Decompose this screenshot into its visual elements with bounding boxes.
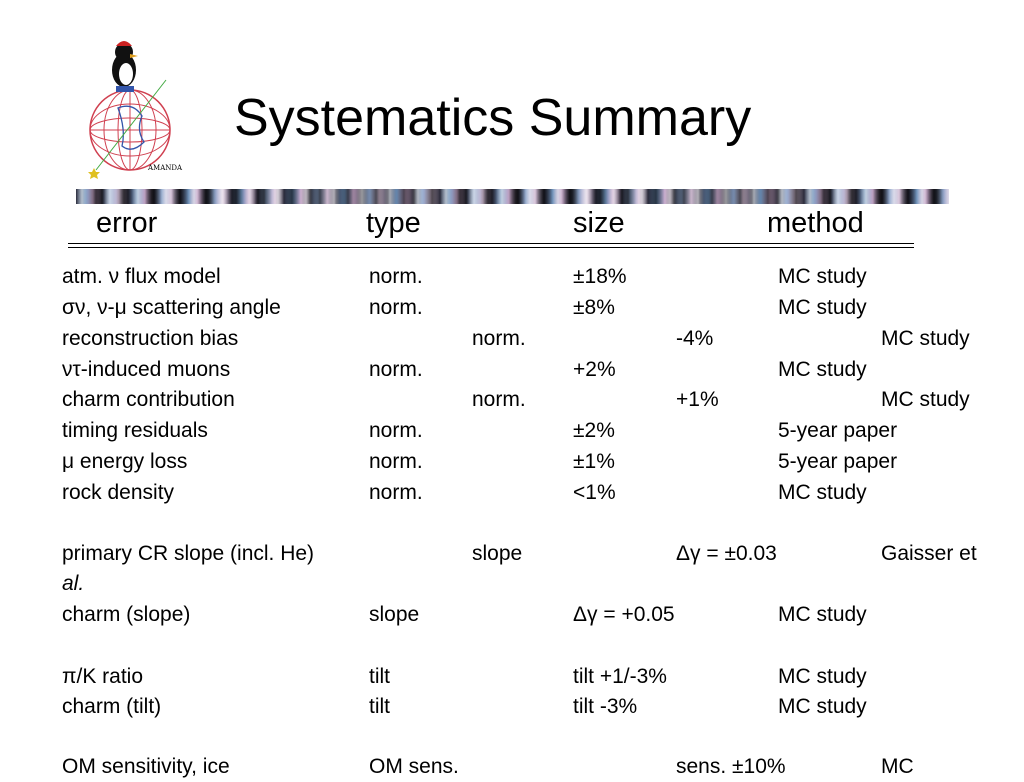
- penguin-icon: [112, 41, 138, 92]
- table-row: [0, 293, 1024, 323]
- cell-type: norm.: [369, 419, 423, 442]
- cell-error: rock density: [62, 481, 175, 504]
- table-row: [0, 662, 1024, 692]
- header-rule-top: [68, 243, 914, 244]
- cell-method: 5-year paper: [778, 419, 898, 442]
- cell-method: MC study: [778, 665, 867, 688]
- amanda-logo: [78, 30, 190, 180]
- cell-method: MC study: [778, 695, 867, 718]
- cell-type: slope: [369, 603, 420, 626]
- cell-size: +2%: [573, 358, 616, 381]
- column-header-method: method: [767, 207, 864, 239]
- cell-size: ±18%: [573, 265, 627, 288]
- cell-type: norm.: [369, 296, 423, 319]
- table-row: [0, 539, 1024, 569]
- column-header-size: size: [573, 207, 625, 239]
- cell-type: norm.: [369, 450, 423, 473]
- table-row: [0, 752, 1024, 782]
- table-row: [0, 600, 1024, 630]
- cell-size: Δγ = ±0.03: [676, 542, 777, 565]
- cell-size: +1%: [676, 388, 719, 411]
- star-icon: [88, 168, 100, 179]
- cell-error: reconstruction bias: [62, 327, 239, 350]
- column-header-type: type: [366, 207, 421, 239]
- table-row: [0, 355, 1024, 385]
- table-row: [0, 416, 1024, 446]
- cell-method: MC study: [778, 296, 867, 319]
- cell-size: <1%: [573, 481, 616, 504]
- cell-method-wrap: al.: [62, 572, 85, 595]
- cell-size: -4%: [676, 327, 714, 350]
- cell-method: MC study: [778, 603, 867, 626]
- cell-error: π/K ratio: [62, 665, 144, 688]
- cell-error: ντ-induced muons: [62, 358, 231, 381]
- cell-method: MC study: [881, 388, 970, 411]
- table-row: [0, 478, 1024, 508]
- cell-size: tilt +1/-3%: [573, 665, 667, 688]
- table-row-wrap: [0, 569, 1024, 599]
- cell-type: tilt: [369, 695, 390, 718]
- cell-method: MC study: [881, 327, 970, 350]
- cell-error: charm (tilt): [62, 695, 162, 718]
- cell-size: Δγ = +0.05: [573, 603, 675, 626]
- cell-type: norm.: [369, 358, 423, 381]
- cell-method: MC study: [778, 358, 867, 381]
- cell-type: norm.: [369, 265, 423, 288]
- cell-size: ±2%: [573, 419, 615, 442]
- cell-error: σν, ν-μ scattering angle: [62, 296, 281, 319]
- cell-size: ±1%: [573, 450, 615, 473]
- cell-method: MC: [881, 755, 914, 778]
- cell-type: slope: [472, 542, 523, 565]
- cell-type: norm.: [472, 327, 526, 350]
- cell-error: primary CR slope (incl. He): [62, 542, 315, 565]
- cell-error: charm (slope): [62, 603, 191, 626]
- cell-type: norm.: [369, 481, 423, 504]
- cell-type: OM sens.: [369, 755, 459, 778]
- header-rule-bottom: [68, 247, 914, 248]
- table-row: [0, 385, 1024, 415]
- cell-size: ±8%: [573, 296, 615, 319]
- cell-error: OM sensitivity, ice: [62, 755, 230, 778]
- cell-size: sens. ±10%: [676, 755, 786, 778]
- table-row: [0, 324, 1024, 354]
- globe-icon: [90, 80, 170, 170]
- cell-error: μ energy loss: [62, 450, 188, 473]
- cell-method: MC study: [778, 481, 867, 504]
- decorative-banner: [76, 189, 949, 204]
- table-row: [0, 262, 1024, 292]
- column-header-error: error: [96, 207, 158, 239]
- table-row: [0, 692, 1024, 722]
- logo-text: AMANDA: [148, 164, 183, 172]
- cell-method: MC study: [778, 265, 867, 288]
- cell-method: 5-year paper: [778, 450, 898, 473]
- cell-type: norm.: [472, 388, 526, 411]
- cell-error: charm contribution: [62, 388, 235, 411]
- cell-error: atm. ν flux model: [62, 265, 221, 288]
- cell-type: tilt: [369, 665, 390, 688]
- page-title: Systematics Summary: [234, 89, 752, 147]
- table-row: [0, 447, 1024, 477]
- cell-method: Gaisser et: [881, 542, 977, 565]
- cell-size: tilt -3%: [573, 695, 638, 718]
- cell-error: timing residuals: [62, 419, 208, 442]
